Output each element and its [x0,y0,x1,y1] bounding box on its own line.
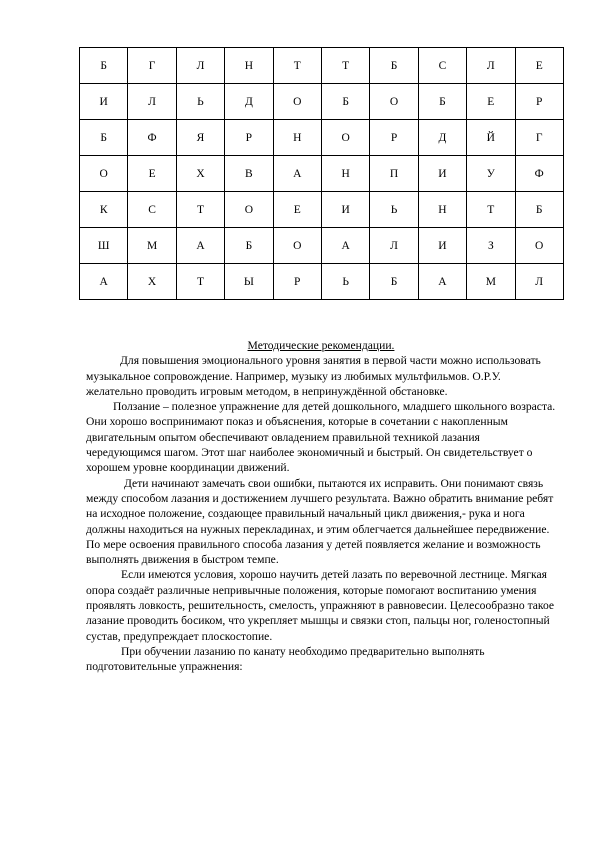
grid-cell: Л [467,48,515,84]
grid-row [80,84,564,120]
grid-cell: А [176,228,224,264]
grid-cell: О [80,156,128,192]
grid-row [80,192,564,228]
grid-cell: И [80,84,128,120]
grid-cell: Ь [370,192,418,228]
grid-cell: М [128,228,176,264]
grid-cell: Б [418,84,466,120]
grid-cell: Г [515,120,563,156]
grid-cell: Т [467,192,515,228]
grid-cell: А [80,264,128,300]
grid-cell: Б [80,120,128,156]
methodical-recommendations [86,338,556,675]
grid-cell: Б [225,228,273,264]
grid-cell: Ь [176,84,224,120]
section-heading: Методические рекомендации. [247,339,395,352]
grid-cell: Ф [515,156,563,192]
grid-cell: Е [128,156,176,192]
grid-cell: Д [225,84,273,120]
grid-cell: А [321,228,369,264]
grid-cell: Б [370,264,418,300]
paragraph-music: Для повышения эмоционального уровня занятия в первой части можно использовать музыкальное сопровождение. Например, музыку из любимых мультфильмов. О.Р.У. желательно проводить игровым методом, в непринуждённой обстановке. [86,354,541,398]
paragraph-rope-climbing: При обучении лазанию по канату необходимо предварительно выполнять подготовительные упражнения: [86,644,485,674]
grid-cell: Т [273,48,321,84]
grid-cell: Е [515,48,563,84]
grid-cell: Т [176,192,224,228]
grid-cell: О [515,228,563,264]
grid-cell: Н [225,48,273,84]
grid-cell: О [370,84,418,120]
grid-row [80,228,564,264]
grid-cell: Б [80,48,128,84]
paragraph-crawling: Ползание – полезное упражнение для детей дошкольного, младшего школьного возраста. Они хорошо воспринимают показ и объяснения, которые в сочетании с накопленным двигательным опытом обеспечивают овладением правильной техникой лазания чередующимся шагом. Этот шаг наиболее экономичный и быстрый. Он свидетельствует о хорошем уровне координации движений. [86,400,556,475]
grid-cell: Ы [225,264,273,300]
grid-cell: П [370,156,418,192]
paragraph-rope-ladder: Если имеются условия, хорошо научить детей лазать по веревочной лестнице. Мягкая опора создаёт различные непривычные положения, которые помогают воспитанию умения проявлять ловкость, решительность, смелость, упражняют в равновесии. Целесообразно такое лазание проводить босиком, что укрепляет мышцы и связки стоп, пальцы ног, голеностопный сустав, предупреждает плоскостопие. [86,568,555,643]
grid-cell: Д [418,120,466,156]
grid-cell: М [467,264,515,300]
grid-cell: И [321,192,369,228]
grid-cell: У [467,156,515,192]
grid-cell: С [418,48,466,84]
grid-cell: Б [321,84,369,120]
grid-cell: Б [370,48,418,84]
grid-cell: Ф [128,120,176,156]
grid-cell: Т [176,264,224,300]
grid-cell: Л [515,264,563,300]
grid-cell: Л [370,228,418,264]
grid-row [80,156,564,192]
grid-cell: Р [370,120,418,156]
grid-row [80,264,564,300]
grid-cell: Х [128,264,176,300]
grid-cell: Л [128,84,176,120]
grid-cell: Р [515,84,563,120]
grid-cell: Й [467,120,515,156]
grid-cell: И [418,156,466,192]
grid-cell: А [418,264,466,300]
grid-cell: И [418,228,466,264]
grid-row [80,120,564,156]
grid-cell: Н [273,120,321,156]
grid-cell: Р [225,120,273,156]
paragraph-mistakes: Дети начинают замечать свои ошибки, пытаются их исправить. Они понимают связь между способом лазания и достижением лучшего результата. Важно обратить внимание ребят на исходное положение, создающее правильный начальный цикл движения,- рука и нога должны находиться на нужных перекладинах, и этим облегчается дальнейшее передвижение. По мере освоения правильного способа лазания у детей появляется желание и возможность выполнять движения в быстром темпе. [86,476,554,567]
grid-cell: Н [321,156,369,192]
grid-cell: Х [176,156,224,192]
grid-cell: Я [176,120,224,156]
grid-cell: Р [273,264,321,300]
letter-grid [79,47,564,300]
grid-cell: З [467,228,515,264]
grid-cell: Ш [80,228,128,264]
grid-cell: С [128,192,176,228]
grid-cell: А [273,156,321,192]
grid-cell: О [273,84,321,120]
grid-cell: Е [467,84,515,120]
grid-row [80,48,564,84]
grid-cell: Ь [321,264,369,300]
grid-cell: Е [273,192,321,228]
grid-cell: О [321,120,369,156]
grid-cell: Г [128,48,176,84]
grid-cell: Л [176,48,224,84]
grid-cell: Т [321,48,369,84]
grid-cell: О [225,192,273,228]
grid-cell: В [225,156,273,192]
grid-cell: Н [418,192,466,228]
grid-cell: Б [515,192,563,228]
grid-cell: О [273,228,321,264]
grid-cell: К [80,192,128,228]
